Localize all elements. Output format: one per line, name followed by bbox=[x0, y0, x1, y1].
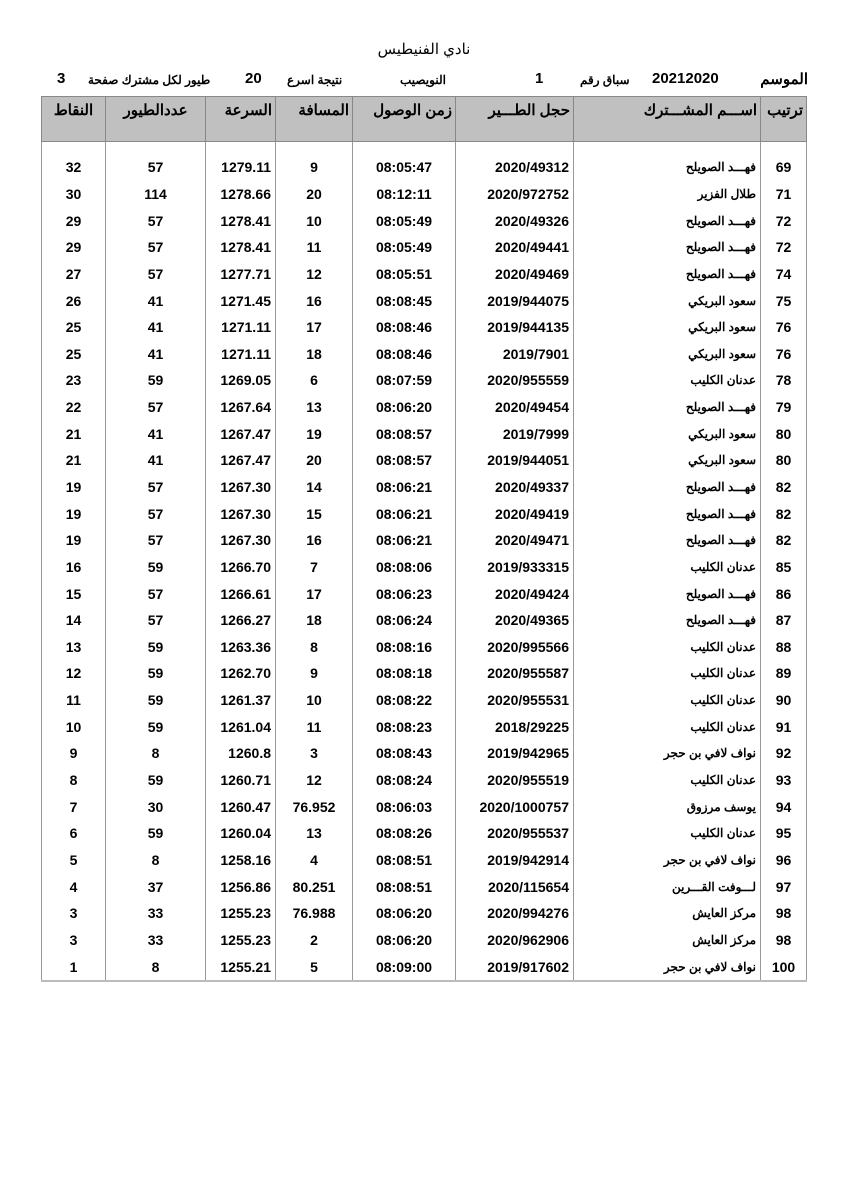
cell-points: 19 bbox=[42, 527, 106, 554]
table-row bbox=[42, 261, 807, 288]
cell-participant: فهـــد الصويلح bbox=[574, 207, 761, 234]
table-row bbox=[42, 474, 807, 501]
cell-distance: 5 bbox=[276, 953, 353, 981]
cell-participant: عدنان الكليب bbox=[574, 687, 761, 714]
cell-bird-count: 59 bbox=[106, 767, 206, 794]
cell-rank: 80 bbox=[761, 420, 807, 447]
cell-speed: 1262.70 bbox=[206, 660, 276, 687]
cell-ring: 2020/49365 bbox=[456, 607, 574, 634]
result-label: نتيجة اسرع bbox=[287, 73, 343, 87]
cell-ring: 2020/49312 bbox=[456, 154, 574, 181]
cell-speed: 1258.16 bbox=[206, 847, 276, 874]
cell-points: 3 bbox=[42, 927, 106, 954]
cell-distance: 19 bbox=[276, 420, 353, 447]
cell-participant: فهـــد الصويلح bbox=[574, 261, 761, 288]
cell-speed: 1263.36 bbox=[206, 634, 276, 661]
table-row bbox=[42, 207, 807, 234]
cell-bird-count: 57 bbox=[106, 394, 206, 421]
cell-participant: فهـــد الصويلح bbox=[574, 234, 761, 261]
cell-ring: 2020/955587 bbox=[456, 660, 574, 687]
cell-ring: 2020/49454 bbox=[456, 394, 574, 421]
col-rank: ترتيب bbox=[761, 97, 807, 142]
cell-rank: 89 bbox=[761, 660, 807, 687]
cell-bird-count: 57 bbox=[106, 207, 206, 234]
cell-speed: 1255.23 bbox=[206, 900, 276, 927]
cell-distance: 18 bbox=[276, 340, 353, 367]
cell-distance: 11 bbox=[276, 234, 353, 261]
club-title: نادي الفنيطيس bbox=[377, 41, 471, 58]
cell-bird-count: 57 bbox=[106, 527, 206, 554]
cell-points: 30 bbox=[42, 181, 106, 208]
cell-participant: فهـــد الصويلح bbox=[574, 527, 761, 554]
cell-participant: عدنان الكليب bbox=[574, 634, 761, 661]
cell-bird-count: 57 bbox=[106, 234, 206, 261]
cell-participant: فهـــد الصويلح bbox=[574, 154, 761, 181]
table-row bbox=[42, 580, 807, 607]
cell-speed: 1267.30 bbox=[206, 474, 276, 501]
cell-distance: 9 bbox=[276, 154, 353, 181]
cell-arrival-time: 08:08:45 bbox=[353, 287, 456, 314]
cell-points: 25 bbox=[42, 314, 106, 341]
cell-rank: 69 bbox=[761, 154, 807, 181]
cell-participant: لـــوفت القـــرين bbox=[574, 873, 761, 900]
cell-points: 19 bbox=[42, 500, 106, 527]
cell-speed: 1278.41 bbox=[206, 234, 276, 261]
cell-rank: 94 bbox=[761, 793, 807, 820]
cell-distance: 18 bbox=[276, 607, 353, 634]
cell-arrival-time: 08:08:24 bbox=[353, 767, 456, 794]
race-number: 1 bbox=[535, 70, 544, 87]
cell-speed: 1267.30 bbox=[206, 500, 276, 527]
cell-speed: 1260.04 bbox=[206, 820, 276, 847]
cell-ring: 2019/944075 bbox=[456, 287, 574, 314]
table-row bbox=[42, 181, 807, 208]
cell-distance: 2 bbox=[276, 927, 353, 954]
cell-bird-count: 57 bbox=[106, 500, 206, 527]
cell-ring: 2020/49424 bbox=[456, 580, 574, 607]
cell-participant: عدنان الكليب bbox=[574, 554, 761, 581]
cell-points: 14 bbox=[42, 607, 106, 634]
season-label: الموسم bbox=[760, 71, 808, 88]
cell-bird-count: 57 bbox=[106, 607, 206, 634]
cell-participant: سعود البريكي bbox=[574, 287, 761, 314]
col-distance: المسافة bbox=[276, 97, 353, 142]
cell-rank: 90 bbox=[761, 687, 807, 714]
cell-rank: 98 bbox=[761, 927, 807, 954]
cell-bird-count: 59 bbox=[106, 634, 206, 661]
cell-speed: 1255.23 bbox=[206, 927, 276, 954]
table-row bbox=[42, 340, 807, 367]
table-row bbox=[42, 527, 807, 554]
cell-speed: 1261.04 bbox=[206, 713, 276, 740]
cell-arrival-time: 08:06:03 bbox=[353, 793, 456, 820]
cell-distance: 17 bbox=[276, 580, 353, 607]
cell-points: 16 bbox=[42, 554, 106, 581]
cell-rank: 72 bbox=[761, 207, 807, 234]
cell-distance: 14 bbox=[276, 474, 353, 501]
cell-arrival-time: 08:12:11 bbox=[353, 181, 456, 208]
cell-ring: 2019/942965 bbox=[456, 740, 574, 767]
cell-bird-count: 37 bbox=[106, 873, 206, 900]
cell-distance: 20 bbox=[276, 447, 353, 474]
cell-speed: 1256.86 bbox=[206, 873, 276, 900]
cell-ring: 2020/994276 bbox=[456, 900, 574, 927]
table-row bbox=[42, 793, 807, 820]
cell-arrival-time: 08:08:22 bbox=[353, 687, 456, 714]
cell-ring: 2020/955537 bbox=[456, 820, 574, 847]
cell-distance: 7 bbox=[276, 554, 353, 581]
cell-bird-count: 114 bbox=[106, 181, 206, 208]
cell-arrival-time: 08:05:51 bbox=[353, 261, 456, 288]
table-row bbox=[42, 634, 807, 661]
cell-distance: 10 bbox=[276, 687, 353, 714]
cell-speed: 1260.8 bbox=[206, 740, 276, 767]
cell-points: 5 bbox=[42, 847, 106, 874]
cell-rank: 86 bbox=[761, 580, 807, 607]
table-row bbox=[42, 420, 807, 447]
cell-ring: 2019/7999 bbox=[456, 420, 574, 447]
cell-points: 11 bbox=[42, 687, 106, 714]
cell-ring: 2020/49419 bbox=[456, 500, 574, 527]
cell-ring: 2020/962906 bbox=[456, 927, 574, 954]
cell-rank: 82 bbox=[761, 474, 807, 501]
col-participant: اســـم المشـــترك bbox=[574, 97, 761, 142]
cell-participant: سعود البريكي bbox=[574, 447, 761, 474]
cell-ring: 2020/49337 bbox=[456, 474, 574, 501]
cell-arrival-time: 08:06:21 bbox=[353, 500, 456, 527]
race-label: سباق رقم bbox=[580, 73, 630, 87]
table-row bbox=[42, 873, 807, 900]
cell-arrival-time: 08:08:51 bbox=[353, 873, 456, 900]
cell-participant: عدنان الكليب bbox=[574, 820, 761, 847]
table-row bbox=[42, 660, 807, 687]
cell-distance: 16 bbox=[276, 287, 353, 314]
cell-arrival-time: 08:05:49 bbox=[353, 234, 456, 261]
cell-distance: 17 bbox=[276, 314, 353, 341]
cell-rank: 82 bbox=[761, 500, 807, 527]
cell-rank: 92 bbox=[761, 740, 807, 767]
cell-distance: 12 bbox=[276, 767, 353, 794]
birds-per-member: 20 bbox=[245, 70, 262, 87]
cell-arrival-time: 08:06:20 bbox=[353, 927, 456, 954]
cell-arrival-time: 08:08:16 bbox=[353, 634, 456, 661]
cell-points: 12 bbox=[42, 660, 106, 687]
cell-participant: فهـــد الصويلح bbox=[574, 474, 761, 501]
cell-arrival-time: 08:05:47 bbox=[353, 154, 456, 181]
cell-speed: 1278.66 bbox=[206, 181, 276, 208]
cell-arrival-time: 08:06:21 bbox=[353, 527, 456, 554]
cell-rank: 71 bbox=[761, 181, 807, 208]
cell-participant: فهـــد الصويلح bbox=[574, 607, 761, 634]
cell-rank: 95 bbox=[761, 820, 807, 847]
cell-speed: 1271.11 bbox=[206, 314, 276, 341]
cell-arrival-time: 08:06:24 bbox=[353, 607, 456, 634]
table-row bbox=[42, 447, 807, 474]
cell-arrival-time: 08:08:46 bbox=[353, 340, 456, 367]
cell-rank: 74 bbox=[761, 261, 807, 288]
cell-ring: 2020/49471 bbox=[456, 527, 574, 554]
cell-bird-count: 41 bbox=[106, 447, 206, 474]
cell-distance: 8 bbox=[276, 634, 353, 661]
cell-bird-count: 57 bbox=[106, 154, 206, 181]
cell-points: 29 bbox=[42, 207, 106, 234]
cell-points: 29 bbox=[42, 234, 106, 261]
cell-participant: نواف لافي بن حجر bbox=[574, 847, 761, 874]
cell-rank: 98 bbox=[761, 900, 807, 927]
cell-rank: 80 bbox=[761, 447, 807, 474]
cell-bird-count: 41 bbox=[106, 314, 206, 341]
cell-arrival-time: 08:08:18 bbox=[353, 660, 456, 687]
cell-participant: مركز العايش bbox=[574, 900, 761, 927]
cell-distance: 80.251 bbox=[276, 873, 353, 900]
cell-participant: سعود البريكي bbox=[574, 420, 761, 447]
cell-ring: 2018/29225 bbox=[456, 713, 574, 740]
cell-points: 8 bbox=[42, 767, 106, 794]
cell-participant: نواف لافي بن حجر bbox=[574, 953, 761, 981]
table-row bbox=[42, 953, 807, 981]
cell-rank: 82 bbox=[761, 527, 807, 554]
table-row bbox=[42, 687, 807, 714]
cell-points: 10 bbox=[42, 713, 106, 740]
cell-speed: 1266.27 bbox=[206, 607, 276, 634]
table-row bbox=[42, 740, 807, 767]
table-row bbox=[42, 713, 807, 740]
cell-speed: 1267.64 bbox=[206, 394, 276, 421]
cell-arrival-time: 08:08:57 bbox=[353, 420, 456, 447]
table-row bbox=[42, 154, 807, 181]
cell-arrival-time: 08:06:20 bbox=[353, 900, 456, 927]
cell-points: 21 bbox=[42, 420, 106, 447]
cell-participant: سعود البريكي bbox=[574, 314, 761, 341]
cell-participant: عدنان الكليب bbox=[574, 660, 761, 687]
cell-distance: 3 bbox=[276, 740, 353, 767]
cell-points: 9 bbox=[42, 740, 106, 767]
cell-points: 1 bbox=[42, 953, 106, 981]
cell-speed: 1271.11 bbox=[206, 340, 276, 367]
cell-speed: 1255.21 bbox=[206, 953, 276, 981]
cell-bird-count: 8 bbox=[106, 847, 206, 874]
cell-points: 26 bbox=[42, 287, 106, 314]
col-bird-count: عددالطيور bbox=[106, 97, 206, 142]
cell-distance: 16 bbox=[276, 527, 353, 554]
table-row bbox=[42, 767, 807, 794]
cell-bird-count: 59 bbox=[106, 713, 206, 740]
cell-distance: 11 bbox=[276, 713, 353, 740]
cell-ring: 2019/944051 bbox=[456, 447, 574, 474]
cell-distance: 12 bbox=[276, 261, 353, 288]
season-value: 20212020 bbox=[652, 70, 719, 87]
cell-speed: 1267.47 bbox=[206, 420, 276, 447]
cell-bird-count: 57 bbox=[106, 261, 206, 288]
table-row bbox=[42, 394, 807, 421]
cell-points: 23 bbox=[42, 367, 106, 394]
cell-bird-count: 41 bbox=[106, 420, 206, 447]
table-row bbox=[42, 287, 807, 314]
results-table bbox=[41, 96, 807, 982]
cell-arrival-time: 08:09:00 bbox=[353, 953, 456, 981]
cell-arrival-time: 08:06:23 bbox=[353, 580, 456, 607]
cell-participant: مركز العايش bbox=[574, 927, 761, 954]
cell-arrival-time: 08:08:23 bbox=[353, 713, 456, 740]
cell-participant: نواف لافي بن حجر bbox=[574, 740, 761, 767]
cell-arrival-time: 08:08:57 bbox=[353, 447, 456, 474]
cell-speed: 1278.41 bbox=[206, 207, 276, 234]
cell-ring: 2020/1000757 bbox=[456, 793, 574, 820]
cell-speed: 1279.11 bbox=[206, 154, 276, 181]
cell-speed: 1266.61 bbox=[206, 580, 276, 607]
cell-speed: 1269.05 bbox=[206, 367, 276, 394]
cell-bird-count: 41 bbox=[106, 340, 206, 367]
table-row bbox=[42, 847, 807, 874]
table-row bbox=[42, 367, 807, 394]
cell-distance: 9 bbox=[276, 660, 353, 687]
cell-ring: 2020/955519 bbox=[456, 767, 574, 794]
cell-bird-count: 8 bbox=[106, 953, 206, 981]
cell-arrival-time: 08:08:51 bbox=[353, 847, 456, 874]
cell-speed: 1260.71 bbox=[206, 767, 276, 794]
col-ring: حجل الطـــير bbox=[456, 97, 574, 142]
cell-ring: 2020/972752 bbox=[456, 181, 574, 208]
cell-ring: 2020/49326 bbox=[456, 207, 574, 234]
cell-ring: 2019/917602 bbox=[456, 953, 574, 981]
cell-ring: 2019/942914 bbox=[456, 847, 574, 874]
cell-participant: فهـــد الصويلح bbox=[574, 394, 761, 421]
cell-rank: 75 bbox=[761, 287, 807, 314]
cell-bird-count: 33 bbox=[106, 927, 206, 954]
cell-bird-count: 33 bbox=[106, 900, 206, 927]
cell-points: 25 bbox=[42, 340, 106, 367]
cell-arrival-time: 08:06:21 bbox=[353, 474, 456, 501]
cell-participant: عدنان الكليب bbox=[574, 367, 761, 394]
col-arrival-time: زمن الوصول bbox=[353, 97, 456, 142]
cell-arrival-time: 08:08:26 bbox=[353, 820, 456, 847]
cell-points: 7 bbox=[42, 793, 106, 820]
cell-participant: فهـــد الصويلح bbox=[574, 580, 761, 607]
cell-ring: 2020/115654 bbox=[456, 873, 574, 900]
cell-points: 21 bbox=[42, 447, 106, 474]
cell-distance: 10 bbox=[276, 207, 353, 234]
cell-rank: 97 bbox=[761, 873, 807, 900]
cell-speed: 1271.45 bbox=[206, 287, 276, 314]
cell-speed: 1267.47 bbox=[206, 447, 276, 474]
header-row bbox=[42, 97, 807, 142]
cell-rank: 88 bbox=[761, 634, 807, 661]
cell-distance: 76.988 bbox=[276, 900, 353, 927]
cell-participant: سعود البريكي bbox=[574, 340, 761, 367]
cell-ring: 2020/49441 bbox=[456, 234, 574, 261]
table-row bbox=[42, 314, 807, 341]
cell-arrival-time: 08:08:46 bbox=[353, 314, 456, 341]
cell-points: 27 bbox=[42, 261, 106, 288]
cell-arrival-time: 08:08:06 bbox=[353, 554, 456, 581]
cell-arrival-time: 08:06:20 bbox=[353, 394, 456, 421]
cell-speed: 1260.47 bbox=[206, 793, 276, 820]
cell-ring: 2020/995566 bbox=[456, 634, 574, 661]
table-row bbox=[42, 607, 807, 634]
cell-bird-count: 30 bbox=[106, 793, 206, 820]
cell-distance: 6 bbox=[276, 367, 353, 394]
cell-arrival-time: 08:08:43 bbox=[353, 740, 456, 767]
col-points: النقاط bbox=[42, 97, 106, 142]
cell-bird-count: 57 bbox=[106, 580, 206, 607]
birds-per-member-label: طيور لكل مشترك صفحة bbox=[88, 73, 211, 87]
cell-points: 3 bbox=[42, 900, 106, 927]
cell-participant: يوسف مرزوق bbox=[574, 793, 761, 820]
cell-bird-count: 59 bbox=[106, 367, 206, 394]
cell-points: 6 bbox=[42, 820, 106, 847]
cell-distance: 20 bbox=[276, 181, 353, 208]
cell-rank: 76 bbox=[761, 314, 807, 341]
cell-participant: عدنان الكليب bbox=[574, 767, 761, 794]
cell-bird-count: 59 bbox=[106, 660, 206, 687]
cell-ring: 2020/955531 bbox=[456, 687, 574, 714]
cell-bird-count: 59 bbox=[106, 554, 206, 581]
cell-participant: طلال الفزير bbox=[574, 181, 761, 208]
cell-ring: 2020/955559 bbox=[456, 367, 574, 394]
cell-ring: 2019/7901 bbox=[456, 340, 574, 367]
cell-rank: 100 bbox=[761, 953, 807, 981]
cell-bird-count: 8 bbox=[106, 740, 206, 767]
cell-speed: 1261.37 bbox=[206, 687, 276, 714]
cell-ring: 2019/944135 bbox=[456, 314, 574, 341]
cell-distance: 76.952 bbox=[276, 793, 353, 820]
cell-points: 32 bbox=[42, 154, 106, 181]
cell-rank: 78 bbox=[761, 367, 807, 394]
race-location: النويصيب bbox=[400, 73, 446, 87]
cell-distance: 13 bbox=[276, 394, 353, 421]
cell-ring: 2020/49469 bbox=[456, 261, 574, 288]
cell-participant: عدنان الكليب bbox=[574, 713, 761, 740]
cell-rank: 87 bbox=[761, 607, 807, 634]
cell-rank: 76 bbox=[761, 340, 807, 367]
cell-rank: 96 bbox=[761, 847, 807, 874]
cell-rank: 72 bbox=[761, 234, 807, 261]
cell-points: 13 bbox=[42, 634, 106, 661]
cell-speed: 1266.70 bbox=[206, 554, 276, 581]
col-speed: السرعة bbox=[206, 97, 276, 142]
table-row bbox=[42, 500, 807, 527]
cell-bird-count: 41 bbox=[106, 287, 206, 314]
cell-points: 19 bbox=[42, 474, 106, 501]
cell-distance: 13 bbox=[276, 820, 353, 847]
cell-speed: 1277.71 bbox=[206, 261, 276, 288]
cell-arrival-time: 08:05:49 bbox=[353, 207, 456, 234]
page-number: 3 bbox=[57, 70, 66, 87]
table-row bbox=[42, 820, 807, 847]
cell-bird-count: 59 bbox=[106, 687, 206, 714]
table-row bbox=[42, 234, 807, 261]
cell-rank: 91 bbox=[761, 713, 807, 740]
table-row bbox=[42, 900, 807, 927]
cell-bird-count: 59 bbox=[106, 820, 206, 847]
cell-participant: فهـــد الصويلح bbox=[574, 500, 761, 527]
cell-points: 15 bbox=[42, 580, 106, 607]
table-row bbox=[42, 554, 807, 581]
cell-ring: 2019/933315 bbox=[456, 554, 574, 581]
cell-rank: 79 bbox=[761, 394, 807, 421]
table-row bbox=[42, 927, 807, 954]
cell-points: 4 bbox=[42, 873, 106, 900]
cell-rank: 93 bbox=[761, 767, 807, 794]
cell-distance: 4 bbox=[276, 847, 353, 874]
cell-points: 22 bbox=[42, 394, 106, 421]
cell-distance: 15 bbox=[276, 500, 353, 527]
cell-rank: 85 bbox=[761, 554, 807, 581]
cell-speed: 1267.30 bbox=[206, 527, 276, 554]
cell-bird-count: 57 bbox=[106, 474, 206, 501]
cell-arrival-time: 08:07:59 bbox=[353, 367, 456, 394]
